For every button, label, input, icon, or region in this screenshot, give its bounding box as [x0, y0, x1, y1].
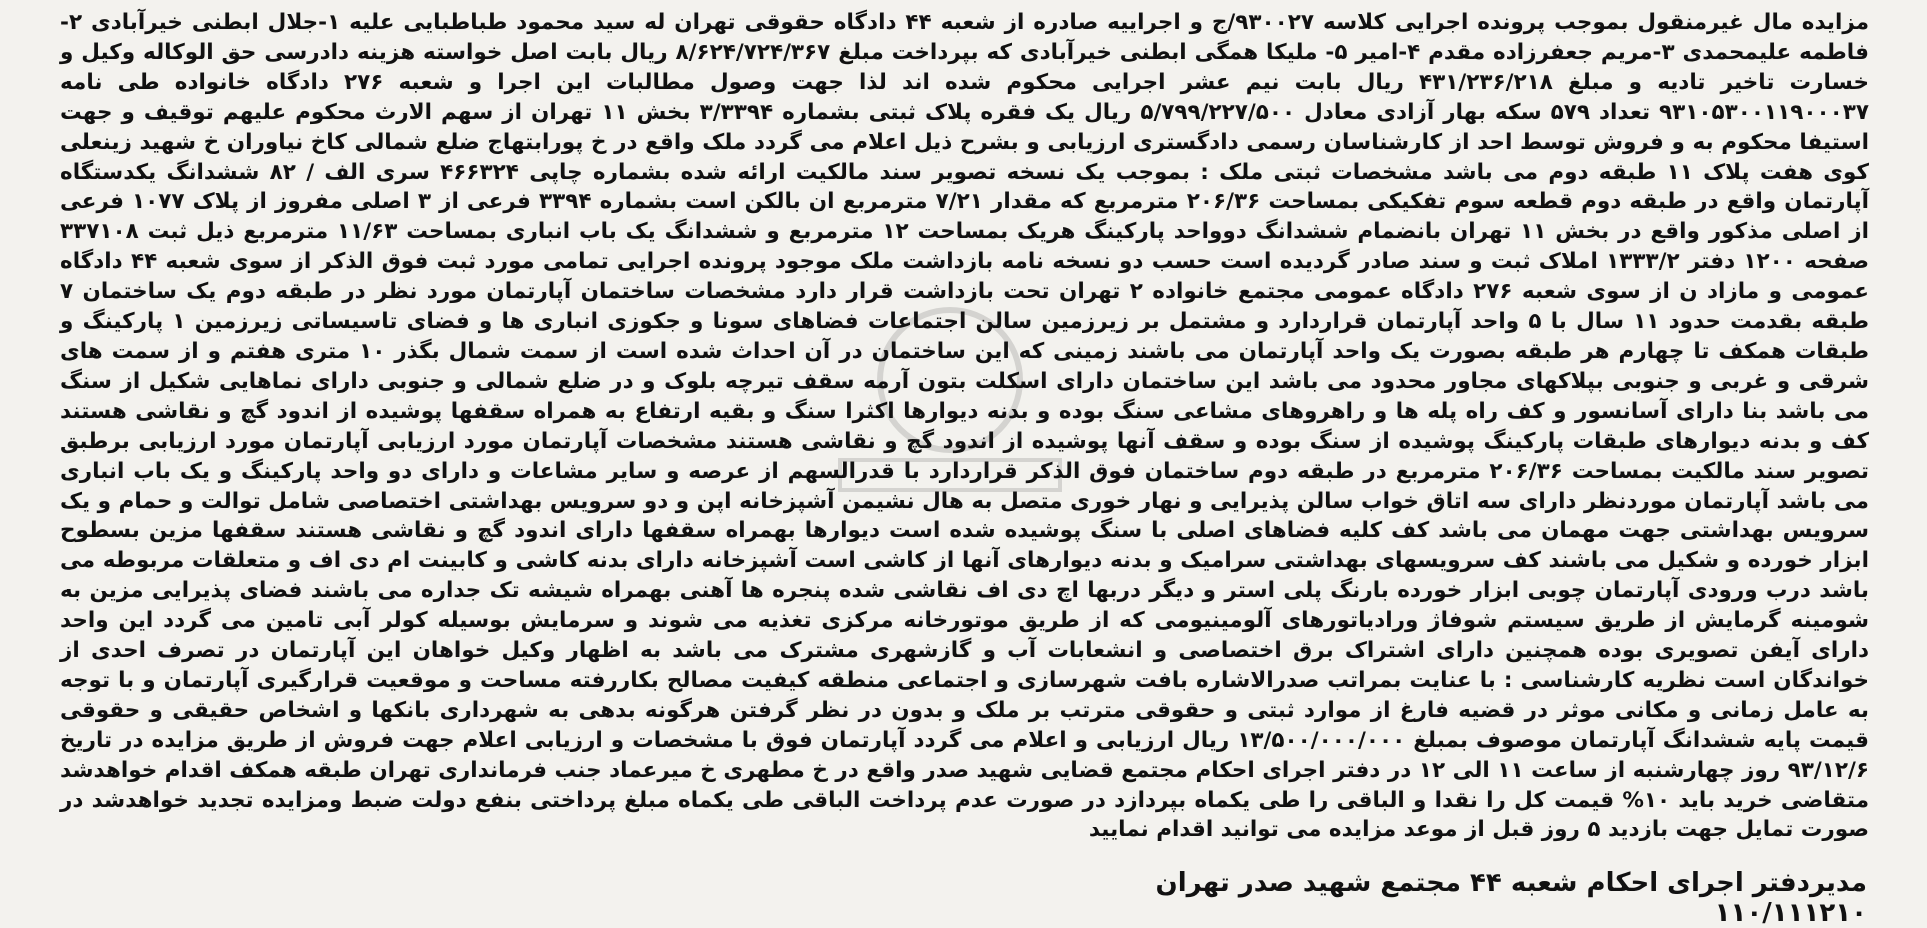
notice-signature: مدیردفتر اجرای احکام شعبه ۴۴ مجتمع شهید صدر تهران [1155, 868, 1867, 898]
notice-number: ۱۱۰/۱۱۱۲۱۰ [1714, 898, 1867, 928]
notice-text: مزایده مال غیرمنقول بموجب پرونده اجرایی کلاسه ۹۳۰۰۲۷/ج و اجراییه صادره از شعبه ۴۴ دادگاه حقوقی تهران له سید محمود طباطبایی علیه ۱-جلال ابطنی خیرآبادی ۲-فاطمه علیمحمدی ۳-مریم جعفرزاده مقدم ۴-امیر ۵- ملیکا همگی ابطنی خیرآبادی که بپرداخت مبلغ ۸/۶۲۴/۷۲۴/۳۶۷ ریال بابت اصل خواسته هزینه دادرسی حق الوکاله وکیل و خسارت تاخیر تادیه و مبلغ ۴۳۱/۲۳۶/۲۱۸ ریال بابت نیم عشر اجرایی محکوم شده اند لذا جهت وصول مطالبات این اجرا و شعبه ۲۷۶ دادگاه خانواده طی نامه ۹۳۱۰۵۳۰۰۱۱۹۰۰۰۳۷ تعداد ۵۷۹ سکه بهار آزادی معادل ۵/۷۹۹/۲۲۷/۵۰۰ ریال یک فقره پلاک ثبتی بشماره ۳/۳۳۹۴ بخش ۱۱ تهران از سهم الارث محکوم علیهم توقیف و جهت استیفا محکوم به و فروش توسط احد از کارشناسان رسمی دادگستری ارزیابی و بشرح ذیل اعلام می گردد ملک واقع در خ پورابتهاج ضلع شمالی کاخ نیاوران خ شهید زینعلی کوی هفت پلاک ۱۱ طبقه دوم می باشد مشخصات ثبتی ملک : بموجب یک نسخه تصویر سند مالکیت ارائه شده بشماره چاپی ۴۶۶۳۲۴ سری الف / ۸۲ ششدانگ یکدستگاه آپارتمان واقع در طبقه دوم قطعه سوم تفکیکی بمساحت ۲۰۶/۳۶ مترمربع که مقدار ۷/۲۱ مترمربع ان بالکن است بشماره ۳۳۹۴ فرعی از ۳ اصلی مفروز از پلاک ۱۰۷۷ فرعی از اصلی مذکور واقع در بخش ۱۱ تهران بانضمام ششدانگ دوواحد پارکینگ هریک بمساحت ۱۲ مترمربع و ششدانگ یک باب انباری بمساحت ۱۱/۶۳ مترمربع ذیل ثبت ۳۳۷۱۰۸ صفحه ۱۲۰۰ دفتر ۱۳۳۳/۲ املاک ثبت و سند صادر گردیده است حسب دو نسخه نامه بازداشت ملک موجود پرونده اجرایی تمامی مورد ثبت فوق الذکر از سوی شعبه ۴۴ دادگاه عمومی و مازاد ن از سوی شعبه ۲۷۶ دادگاه عمومی مجتمع خانواده ۲ تهران تحت بازداشت قرار دارد مشخصات ساختمان آپارتمان مورد نظر در طبقه دوم یک ساختمان ۷ طبقه بقدمت حدود ۱۱ سال با ۵ واحد آپارتمان قراردارد و مشتمل بر زیرزمین سالن اجتماعات فضاهای سونا و جکوزی انباری ها و فضای تاسیساتی زیرزمین ۱ پارکینگ و طبقات همکف تا چهارم هر طبقه بصورت یک واحد آپارتمان می باشند زمینی که این ساختمان در آن احداث شده است از سمت شمال بگذر ۱۰ متری هفتم و از سمت های شرقی و غربی و جنوبی بپلاکهای مجاور محدود می باشد این ساختمان دارای اسکلت بتون آرمه سقف تیرچه بلوک و در ضلع شمالی و جنوبی دارای نماهایی شکیل از سنگ می باشد بنا دارای آسانسور و کف راه پله ها و راهروهای مشاعی سنگ بوده و بدنه دیوارها اکثرا سنگ و بقیه ارتفاع به همراه سقفها پوشیده از اندود گچ و نقاشی هستند کف و بدنه دیوارهای طبقات پارکینگ پوشیده از سنگ بوده و سقف آنها پوشیده از اندود گچ و نقاشی هستند مشخصات آپارتمان مورد ارزیابی آپارتمان مورد ارزیابی برطبق تصویر سند مالکیت بمساحت ۲۰۶/۳۶ مترمربع در طبقه دوم ساختمان فوق الذکر قراردارد با قدرالسهم از عرصه و سایر مشاعات و دارای دو واحد پارکینگ و یک باب انباری می باشد آپارتمان موردنظر دارای سه اتاق خواب سالن پذیرایی و نهار خوری متصل به هال نشیمن آشپزخانه اپن و دو سرویس بهداشتی اختصاصی شامل توالت و حمام و یک سرویس بهداشتی جهت مهمان می باشد کف کلیه فضاهای اصلی با سنگ پوشیده شده است دیوارها بهمراه سقفها دارای اندود گچ و نقاشی هستند سقفها مزین بسطوح ابزار خورده و شکیل می باشند کف سرویسهای بهداشتی سرامیک و بدنه دیوارهای آنها از کاشی است آشپزخانه دارای بدنه کاشی و کابینت ام دی اف و متعلقات مربوطه می باشد درب ورودی آپارتمان چوبی ابزار خورده بارنگ پلی استر و دیگر دربها اچ دی اف نقاشی شده پنجره ها آهنی بهمراه شیشه تک جداره می باشند فضای پذیرایی مزین به شومینه گرمایش از طریق سیستم شوفاژ ورادیاتورهای آلومینیومی که از طریق موتورخانه مرکزی تغذیه می شوند و سرمایش بوسیله کولر آبی تامین می گردد این واحد دارای آیفن تصویری بوده همچنین دارای اشتراک برق اختصاصی و انشعابات آب و گازشهری مشترک می باشد به اظهار وکیل خواهان این آپارتمان در تصرف احدی از خواندگان است نظریه کارشناسی : با عنایت بمراتب صدرالاشاره بافت شهرسازی و اجتماعی منطقه کیفیت مصالح بکاررفته مساحت و موقعیت قرارگیری آپارتمان و با توجه به عامل زمانی و مکانی موثر در قضیه فارغ از موارد ثبتی و حقوقی مترتب بر ملک و بدون در نظر گرفتن هرگونه بدهی به شهرداری بانکها و اشخاص حقیقی و حقوقی قیمت پایه ششدانگ آپارتمان موصوف بمبلغ ۱۳/۵۰۰/۰۰۰/۰۰۰ ریال ارزیابی و اعلام می گردد آپارتمان فوق با مشخصات و ارزیابی اعلام جهت فروش از طریق مزایده در تاریخ ۹۳/۱۲/۶ روز چهارشنبه از ساعت ۱۱ الی ۱۲ در دفتر اجرای احکام مجتمع قضایی شهید صدر واقع در خ مطهری خ میرعماد جنب فرمانداری تهران طبقه همکف اقدام خواهدشد متقاضی خرید باید ۱۰% قیمت کل را نقدا و الباقی را طی یکماه بپردازد در صورت عدم پرداخت الباقی طی یکماه مبلغ پرداختی بنفع دولت ضبط ومزایده تجدید خواهدشد در صورت تمایل جهت بازدید ۵ روز قبل از موعد مزایده می توانید اقدام نمایید [60, 10, 1870, 843]
notice-body [60, 8, 1869, 845]
